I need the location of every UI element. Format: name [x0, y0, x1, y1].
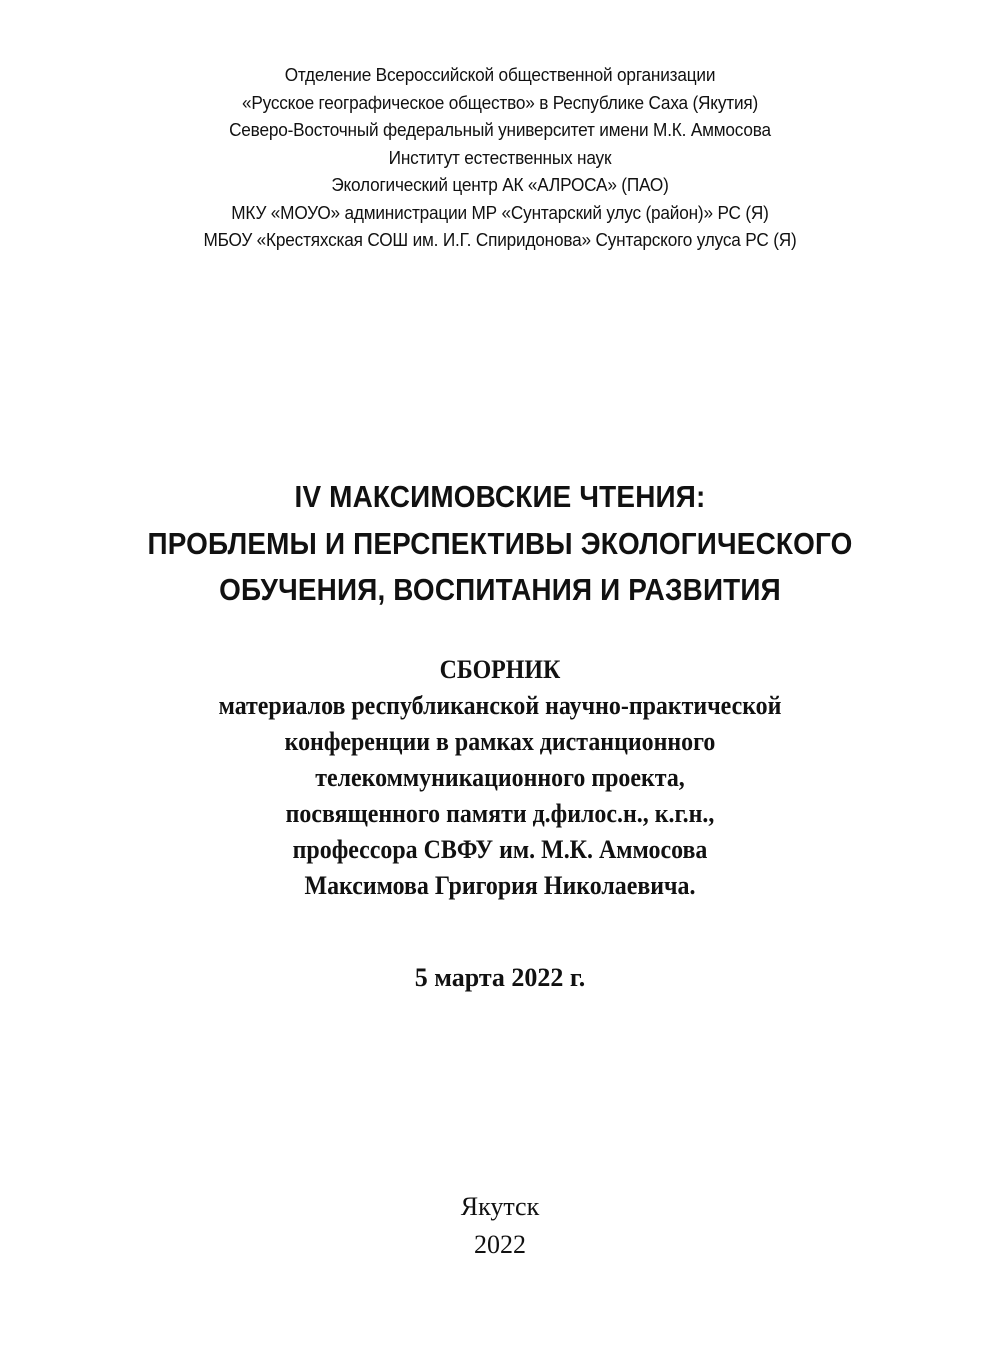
collection-line: материалов республиканской научно-практической [218, 691, 782, 720]
title-line: IV МАКСИМОВСКИЕ ЧТЕНИЯ: [294, 479, 706, 514]
organization-line: МКУ «МОУО» администрации МР «Сунтарский улус (район)» РС (Я) [231, 201, 769, 223]
collection-heading: СБОРНИК [439, 655, 561, 684]
collection-description [0, 652, 1000, 904]
imprint [0, 1188, 1000, 1264]
title-line: ПРОБЛЕМЫ И ПЕРСПЕКТИВЫ ЭКОЛОГИЧЕСКОГО [147, 525, 853, 561]
collection-line: телекоммуникационного проекта, [315, 763, 685, 792]
collection-line: посвященного памяти д.филос.н., к.г.н., [285, 799, 715, 828]
organization-line: Отделение Всероссийской общественной организации [284, 64, 716, 85]
imprint-year: 2022 [474, 1230, 526, 1259]
organizations-header [0, 61, 1000, 254]
organization-line: Экологический центр АК «АЛРОСА» (ПАО) [331, 174, 669, 195]
collection-line: конференции в рамках дистанционного [284, 727, 716, 756]
organization-line: «Русское географическое общество» в Республике Саха (Якутия) [241, 91, 759, 113]
date-text: 5 марта 2022 г. [414, 963, 586, 992]
organization-line: Институт естественных наук [388, 146, 612, 168]
document-title [0, 474, 1000, 614]
organization-line: Северо-Восточный федеральный университет имени М.К. Аммосова [229, 119, 771, 140]
collection-line: профессора СВФУ им. М.К. Аммосова [292, 835, 708, 864]
imprint-city: Якутск [460, 1192, 540, 1221]
collection-line: Максимова Григория Николаевича. [304, 871, 696, 900]
title-line: ОБУЧЕНИЯ, ВОСПИТАНИЯ И РАЗВИТИЯ [219, 572, 781, 607]
organization-line: МБОУ «Крестяхская СОШ им. И.Г. Спиридонова» Сунтарского улуса РС (Я) [203, 229, 797, 250]
conference-date [0, 960, 1000, 996]
